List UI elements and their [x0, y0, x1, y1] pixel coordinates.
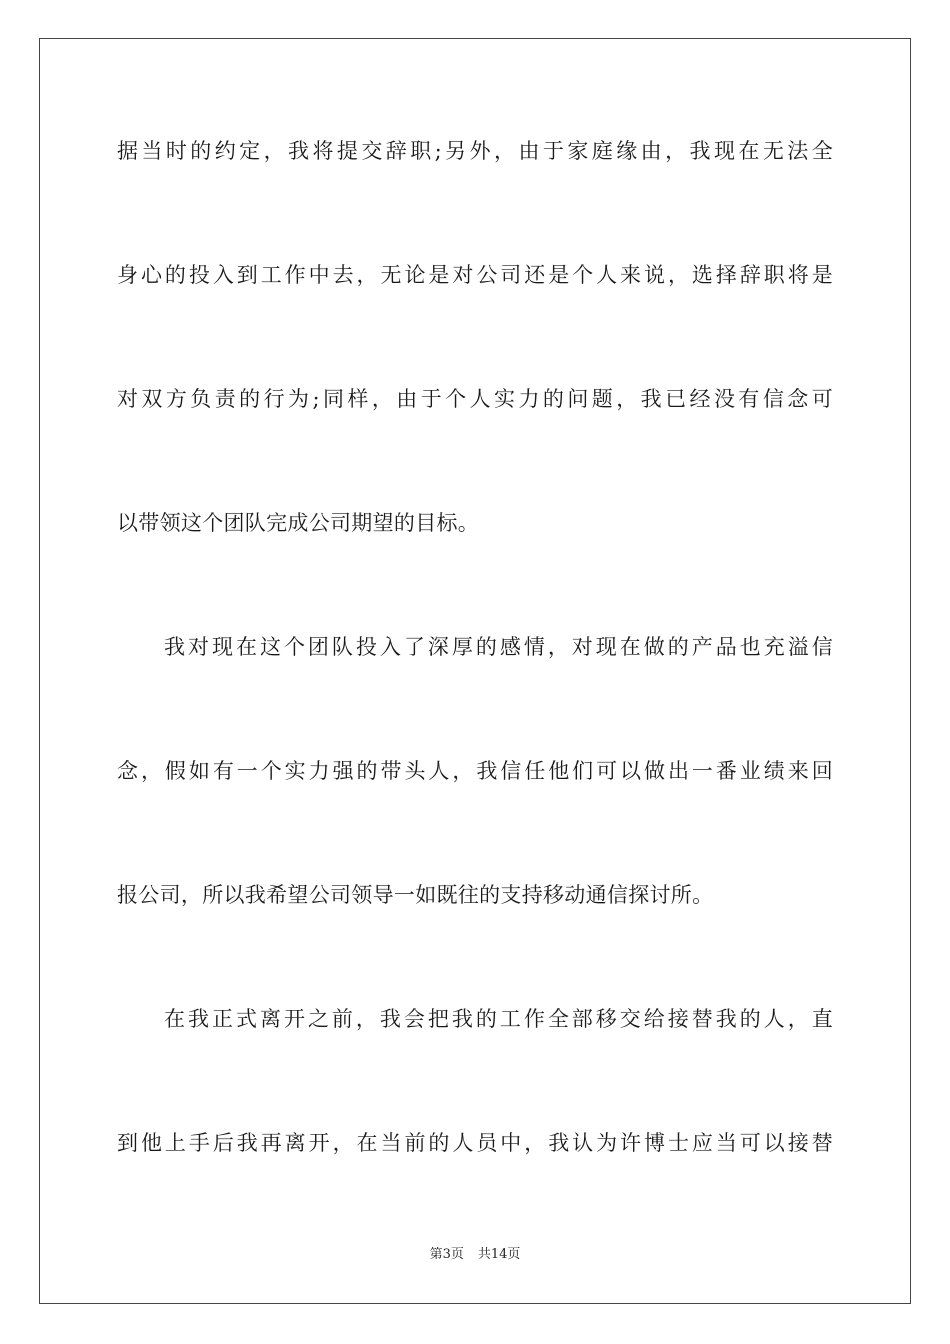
page-border: [39, 38, 911, 1304]
paragraph-line: 念，假如有一个实力强的带头人，我信任他们可以做出一番业绩来回: [117, 759, 833, 783]
paragraph-line: 我对现在这个团队投入了深厚的感情，对现在做的产品也充溢信: [164, 635, 833, 659]
page-total: 共14页: [477, 1247, 521, 1262]
paragraph-line: 到他上手后我再离开，在当前的人员中，我认为许博士应当可以接替: [117, 1131, 833, 1155]
paragraph-line: 报公司，所以我希望公司领导一如既往的支持移动通信探讨所。: [117, 883, 714, 907]
paragraph-line: 在我正式离开之前，我会把我的工作全部移交给接替我的人，直: [164, 1007, 833, 1031]
page-number: 第3页: [429, 1247, 464, 1262]
paragraph-line: 据当时的约定，我将提交辞职;另外，由于家庭缘由，我现在无法全: [117, 139, 833, 163]
paragraph-line: 以带领这个团队完成公司期望的目标。: [117, 511, 480, 535]
page-footer: [0, 1246, 950, 1264]
paragraph-line: 身心的投入到工作中去，无论是对公司还是个人来说，选择辞职将是: [117, 263, 833, 287]
paragraph-line: 对双方负责的行为;同样，由于个人实力的问题，我已经没有信念可: [117, 387, 833, 411]
